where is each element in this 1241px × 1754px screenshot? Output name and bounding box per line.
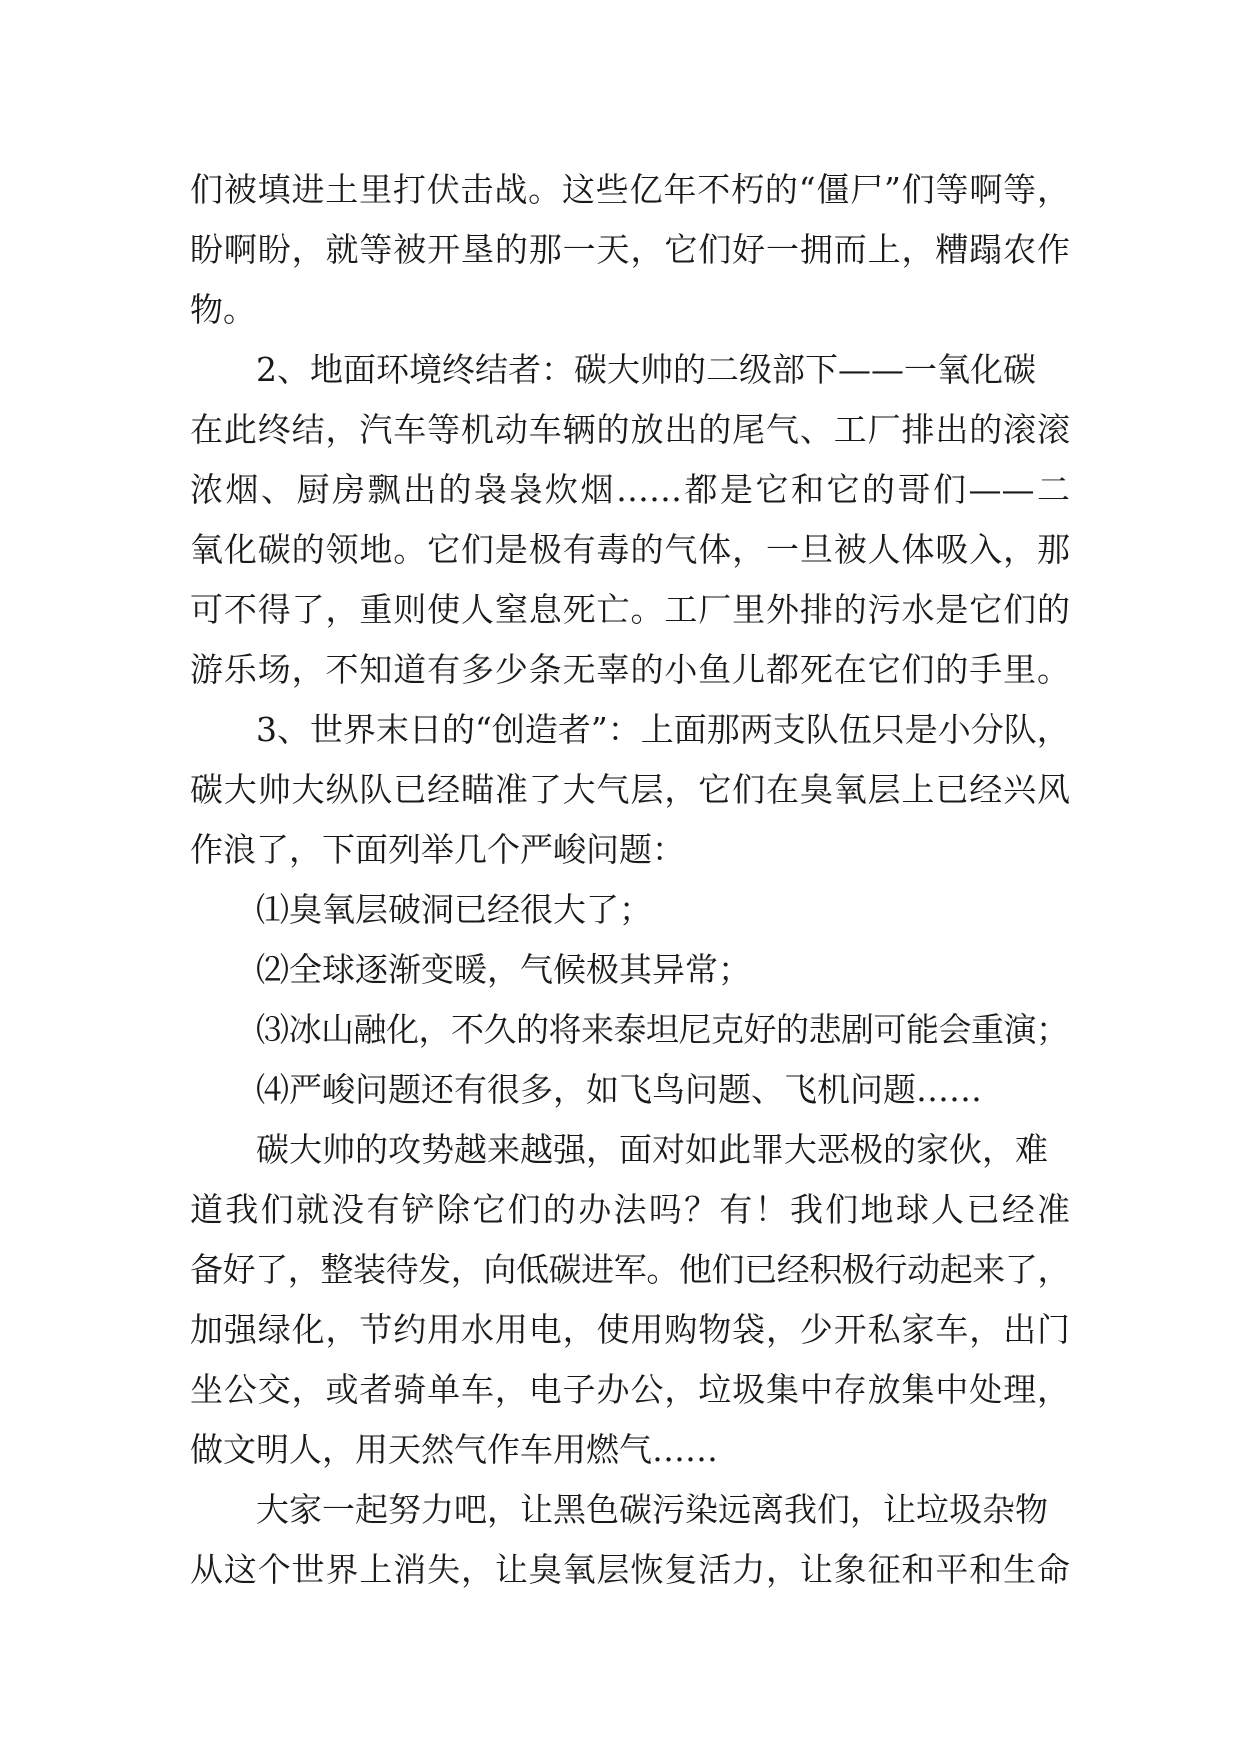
document-body (190, 160, 1070, 1600)
text-line: 做文明人，用天然气作车用燃气…… (190, 1430, 718, 1469)
text-line: 加强绿化，节约用水用电，使用购物袋，少开私家车，出门 (190, 1310, 1070, 1349)
list-item: ⑶冰山融化，不久的将来泰坦尼克好的悲剧可能会重演； (256, 1010, 1069, 1049)
text-line: 可不得了，重则使人窒息死亡。工厂里外排的污水是它们的 (190, 590, 1070, 629)
text-line: 碳大帅大纵队已经瞄准了大气层，它们在臭氧层上已经兴风 (190, 770, 1070, 809)
text-line: 作浪了，下面列举几个严峻问题： (190, 830, 685, 869)
paragraph-start-line: 2、地面环境终结者：碳大帅的二级部下——一氧化碳 (256, 350, 1036, 389)
list-item: ⑷严峻问题还有很多，如飞鸟问题、飞机问题…… (256, 1070, 982, 1109)
list-item: ⑵全球逐渐变暖，气候极其异常； (256, 950, 751, 989)
text-line: 坐公交，或者骑单车，电子办公，垃圾集中存放集中处理， (190, 1370, 1070, 1409)
text-line: 氧化碳的领地。它们是极有毒的气体，一旦被人体吸入，那 (190, 530, 1070, 569)
text-line: 在此终结，汽车等机动车辆的放出的尾气、工厂排出的滚滚 (190, 410, 1070, 449)
paragraph-start-line: 碳大帅的攻势越来越强，面对如此罪大恶极的家伙，难 (256, 1130, 1048, 1169)
paragraph-start-line: 3、世界末日的“创造者”：上面那两支队伍只是小分队， (256, 710, 1070, 749)
text-line: 道我们就没有铲除它们的办法吗？有！我们地球人已经准 (190, 1190, 1070, 1229)
paragraph-start-line: 大家一起努力吧，让黑色碳污染远离我们，让垃圾杂物 (256, 1490, 1048, 1529)
list-item: ⑴臭氧层破洞已经很大了； (256, 890, 652, 929)
text-line: 盼啊盼，就等被开垦的那一天，它们好一拥而上，糟蹋农作 (190, 230, 1070, 269)
text-line: 游乐场，不知道有多少条无辜的小鱼儿都死在它们的手里。 (190, 650, 1070, 689)
text-line: 物。 (190, 290, 256, 329)
text-line: 们被填进土里打伏击战。这些亿年不朽的“僵尸”们等啊等， (190, 170, 1070, 209)
text-line: 备好了，整装待发，向低碳进军。他们已经积极行动起来了， (190, 1250, 1070, 1289)
text-line: 从这个世界上消失，让臭氧层恢复活力，让象征和平和生命 (190, 1550, 1070, 1589)
text-line: 浓烟、厨房飘出的袅袅炊烟……都是它和它的哥们——二 (190, 470, 1070, 509)
